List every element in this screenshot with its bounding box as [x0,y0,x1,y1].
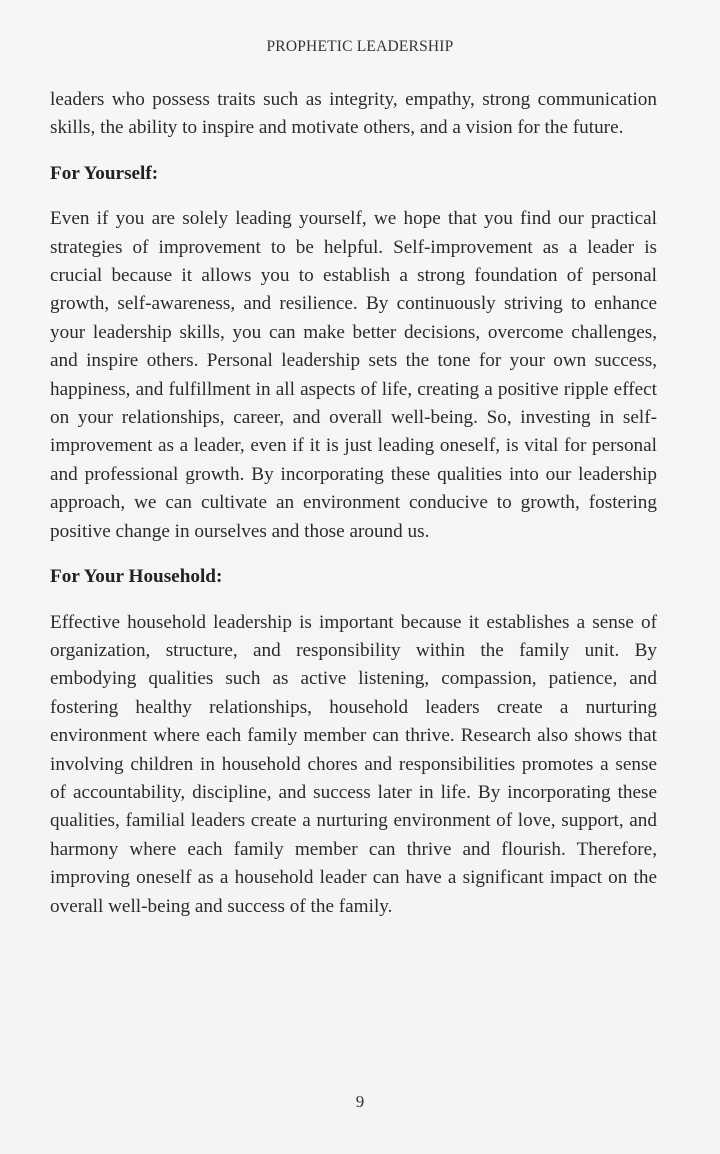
heading-spacer [50,188,657,205]
intro-paragraph: leaders who possess traits such as integrity, empathy, strong communication skills, the ability to inspire and motivate others, and a vision for the future. [50,89,657,139]
paragraph-spacer [50,143,657,160]
page-body [50,86,657,921]
running-head-title: PROPHETIC LEADERSHIP [266,38,454,55]
paragraph-spacer [50,546,657,563]
paragraph-for-yourself: Even if you are solely leading yourself, we hope that you find our practical strategies of improvement to be helpful. Self-improvement as a leader is crucial because it allows you to establish a strong foundation of personal growth, self-awareness, and resilience. By continuously striving to enhance your leadership skills, you can make better decisions, overcome challenges, and inspire others. Personal leadership sets the tone for your own success, happiness, and fulfillment in all aspects of life, creating a positive ripple effect on your relationships, career, and overall well-being. So, investing in self-improvement as a leader, even if it is just leading oneself, is vital for personal and professional growth. By incorporating these qualities into our leadership approach, we can cultivate an environment conducive to growth, fostering positive change in ourselves and those around us. [50,208,657,542]
section-heading-for-your-household: For Your Household: [50,566,223,588]
section-heading-for-yourself: For Yourself: [50,162,159,184]
page-number: 9 [355,1092,365,1111]
heading-spacer [50,592,657,609]
paragraph-for-your-household: Effective household leadership is important because it establishes a sense of organization, structure, and responsibility within the family unit. By embodying qualities such as active listening, compassion, patience, and fostering healthy relationships, household leaders create a nurturing environment where each family member can thrive. Research also shows that involving children in household chores and responsibilities promotes a sense of accountability, discipline, and success later in life. By incorporating these qualities, familial leaders create a nurturing environment of love, support, and harmony where each family member can thrive and flourish. Therefore, improving oneself as a household leader can have a significant impact on the overall well-being and success of the family. [50,611,657,917]
